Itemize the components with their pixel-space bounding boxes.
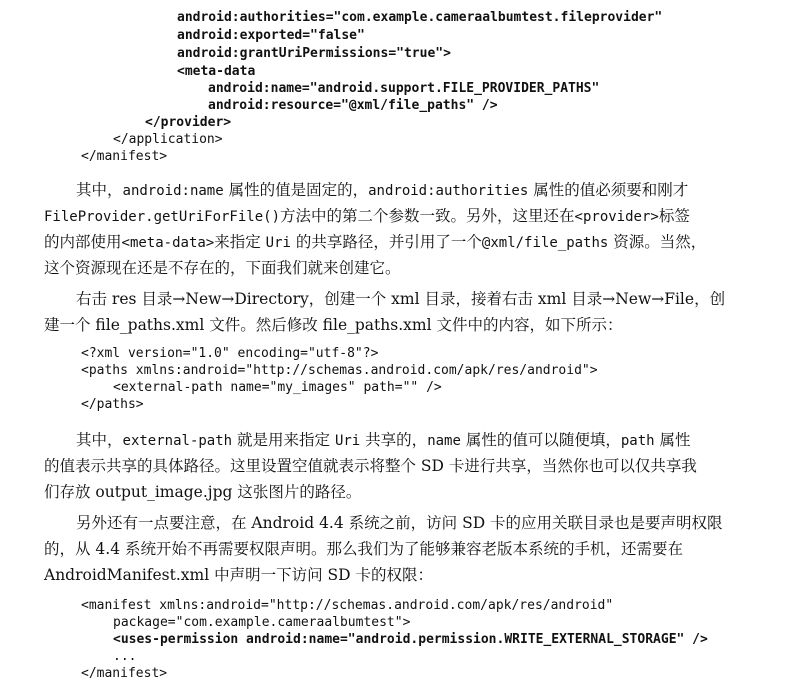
text-line: 右击 res 目录→New→Directory，创建一个 xml 目录，接着右击 xml 目录→New→File，创 xyxy=(76,290,726,308)
code-line: <uses-permission android:name="android.permission.WRITE_EXTERNAL_STORAGE" /> xyxy=(113,632,708,647)
code-line: <paths xmlns:android="http://schemas.android.com/apk/res/android"> xyxy=(81,363,598,378)
code-line: <external-path name="my_images" path="" /> xyxy=(113,380,442,395)
code-line: <manifest xmlns:android="http://schemas.android.com/apk/res/android" xyxy=(81,598,614,613)
text-line: 的，从 4.4 系统开始不再需要权限声明。那么我们为了能够兼容老版本系统的手机，还需要在 xyxy=(44,540,684,558)
text-line: 这个资源现在还是不存在的，下面我们就来创建它。 xyxy=(44,259,401,277)
code-line: android:authorities="com.example.cameraalbumtest.fileprovider" xyxy=(177,10,663,25)
text-line: 们存放 output_image.jpg 这张图片的路径。 xyxy=(44,483,362,501)
code-line: </manifest> xyxy=(81,666,168,681)
text-line: FileProvider.getUriForFile()方法中的第二个参数一致。另外，这里还在<provider>标签 xyxy=(44,207,690,225)
code-line: ... xyxy=(113,649,137,664)
code-line: android:grantUriPermissions="true"> xyxy=(177,46,451,61)
code-line: </manifest> xyxy=(81,149,168,164)
text-line: 建一个 file_paths.xml 文件。然后修改 file_paths.xml 文件中的内容，如下所示： xyxy=(44,316,623,334)
code-line: </paths> xyxy=(81,397,144,412)
code-line: </provider> xyxy=(145,115,232,130)
code-line: <meta-data xyxy=(177,64,256,79)
text-line: 的内部使用<meta-data>来指定 Uri 的共享路径，并引用了一个@xml/file_paths 资源。当然， xyxy=(44,233,707,251)
code-line: <?xml version="1.0" encoding="utf-8"?> xyxy=(81,346,379,361)
code-line: </application> xyxy=(113,132,223,147)
code-line: android:resource="@xml/file_paths" /> xyxy=(208,98,498,113)
code-line: package="com.example.cameraalbumtest"> xyxy=(113,615,411,630)
text-line: 的值表示共享的具体路径。这里设置空值就表示将整个 SD 卡进行共享，当然你也可以仅共享我 xyxy=(44,457,697,475)
text-line: 其中，external-path 就是用来指定 Uri 共享的，name 属性的值可以随便填，path 属性 xyxy=(76,431,691,449)
text-line: 其中，android:name 属性的值是固定的，android:authorities 属性的值必须要和刚才 xyxy=(76,181,689,199)
code-line: android:name="android.support.FILE_PROVIDER_PATHS" xyxy=(208,81,600,96)
code-line: android:exported="false" xyxy=(177,28,365,43)
text-line: AndroidManifest.xml 中声明一下访问 SD 卡的权限： xyxy=(44,566,434,584)
text-line: 另外还有一点要注意，在 Android 4.4 系统之前，访问 SD 卡的应用关联目录也是要声明权限 xyxy=(76,514,723,532)
